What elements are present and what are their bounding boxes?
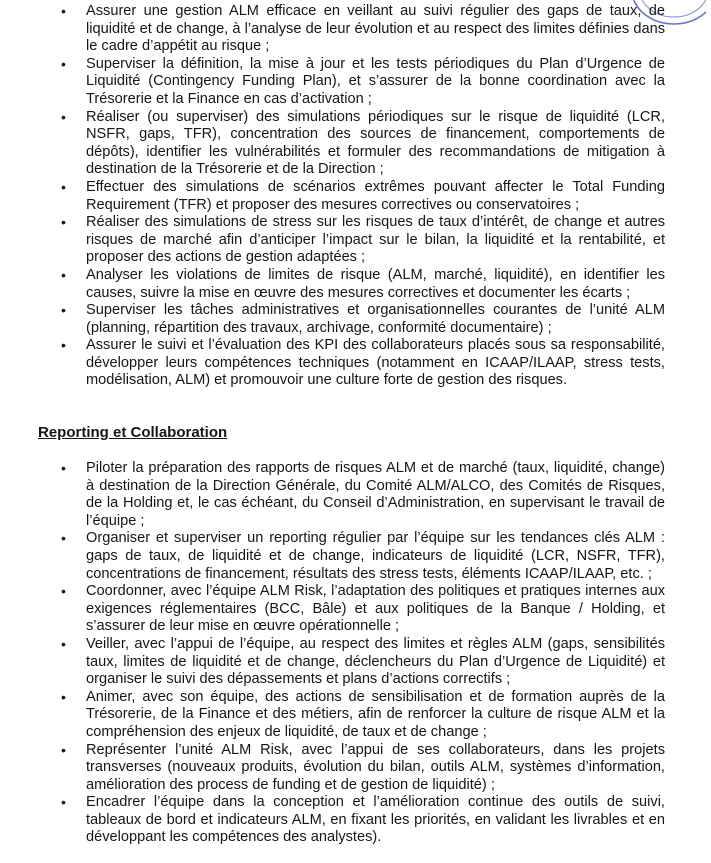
list-item [0, 267, 711, 302]
bullet-icon: • [61, 530, 66, 547]
list-item [0, 214, 711, 267]
list-item-text: Superviser les tâches administratives et organisationnelles courantes de l’unité ALM (planning, répartition des travaux, archivage, conformité documentaire) ; [86, 302, 665, 336]
bullet-icon: • [61, 688, 66, 705]
list-item [0, 689, 711, 742]
list-item-text: Réaliser des simulations de stress sur les risques de taux d’intérêt, de change et autres risques de marché afin d’anticiper l’impact sur le bilan, la liquidité et la rentabilité, et proposer des actions de gestion adaptées ; [86, 214, 665, 266]
list-item-text: Animer, avec son équipe, des actions de sensibilisation et de formation auprès de la Trésorerie, de la Finance et des métiers, afin de renforcer la culture de risque ALM et la compréhension des enjeux de liquidité, de taux et de change ; [86, 688, 665, 740]
reporting-list [0, 460, 711, 847]
list-item [0, 302, 711, 337]
list-item-text: Superviser la définition, la mise à jour et les tests périodiques du Plan d’Urgence de Liquidité (Contingency Funding Plan), et s’assurer de la bonne coordination avec la Trésorerie et la Finance en cas d’activation ; [86, 55, 665, 107]
list-item-text: Organiser et superviser un reporting régulier par l’équipe sur les tendances clés ALM : gaps de taux, de liquidité et de change, indicateurs de liquidité (LCR, NSFR, TFR), concentrations de financement, résultats des stress tests, éléments ICAAP/ILAAP, etc. ; [86, 530, 665, 582]
section-heading: Reporting et Collaboration [38, 424, 228, 441]
list-item [0, 636, 711, 689]
list-item [0, 56, 711, 109]
list-item [0, 3, 711, 56]
bullet-icon: • [61, 741, 66, 758]
list-item-text: Coordonner, avec l’équipe ALM Risk, l’adaptation des politiques et pratiques internes aux exigences réglementaires (BCC, Bâle) et aux politiques de la Banque / Holding, et s’assurer de leur mise en œuvre opérationnelle ; [86, 583, 665, 635]
list-item-text: Piloter la préparation des rapports de risques ALM et de marché (taux, liquidité, change) à destination de la Direction Générale, du Comité ALM/ALCO, des Comités de Risques, de la Holding et, le cas échéant, du Conseil d’Administration, en supervisant le travail de l’équipe ; [86, 460, 665, 529]
bullet-icon: • [61, 178, 66, 195]
list-item [0, 583, 711, 636]
bullet-icon: • [61, 214, 66, 231]
bullet-icon: • [61, 337, 66, 354]
list-item-text: Effectuer des simulations de scénarios extrêmes pouvant affecter le Total Funding Requirement (TFR) et proposer des mesures correctives ou conservatoires ; [86, 178, 665, 213]
list-item-text: Encadrer l’équipe dans la conception et l’amélioration continue des outils de suivi, tableaux de bord et indicateurs ALM, en fixant les priorités, en validant les livrables et en développant les compétences des analystes). [86, 794, 665, 846]
list-item-text: Veiller, avec l’appui de l’équipe, au respect des limites et règles ALM (gaps, sensibilités taux, limites de liquidité et de change, déclencheurs du Plan d’Urgence de Liquidité) et organiser le suivi des dépassements et plans d’actions correctifs ; [86, 635, 665, 688]
list-item [0, 337, 711, 390]
list-item [0, 530, 711, 583]
list-item-text: Réaliser (ou superviser) des simulations périodiques sur le risque de liquidité (LCR, NSFR, gaps, TFR), concentration des sources de financement, comportements de dépôts), identifier les vulnérabilités et formuler des recommandations de mitigation à destination de la Trésorerie et de la Direction ; [86, 108, 665, 178]
bullet-icon: • [61, 583, 66, 600]
responsibilities-list [0, 3, 711, 390]
bullet-icon: • [61, 3, 66, 19]
list-item-text: Représenter l’unité ALM Risk, avec l’appui de ses collaborateurs, dans les projets transverses (nouveaux produits, évolution du bilan, outils ALM, systèmes d’information, amélioration des process de funding et de gestion de liquidité) ; [86, 741, 665, 793]
list-item [0, 742, 711, 795]
list-item-text: Analyser les violations de limites de risque (ALM, marché, liquidité), en identifier les causes, suivre la mise en œuvre des mesures correctives et documenter les écarts ; [86, 266, 665, 301]
list-item [0, 794, 711, 847]
bullet-icon: • [61, 460, 66, 476]
list-item-text: Assurer le suivi et l’évaluation des KPI des collaborateurs placés sous sa responsabilité, développer leurs compétences techniques (notamment en ICAAP/ILAAP, stress tests, modélisation, ALM) et promouvoir une culture forte de gestion des risques. [86, 337, 665, 389]
list-item [0, 179, 711, 214]
list-item [0, 109, 711, 179]
bullet-icon: • [61, 635, 66, 652]
bullet-icon: • [61, 302, 66, 319]
list-item [0, 460, 711, 530]
bullet-icon: • [61, 55, 66, 72]
list-item-text: Assurer une gestion ALM efficace en veillant au suivi régulier des gaps de taux, de liquidité et de change, à l’analyse de leur évolution et au respect des limites définies dans le cadre d’appétit au risque ; [86, 3, 665, 55]
bullet-icon: • [61, 108, 66, 125]
bullet-icon: • [61, 266, 66, 283]
bullet-icon: • [61, 794, 66, 811]
